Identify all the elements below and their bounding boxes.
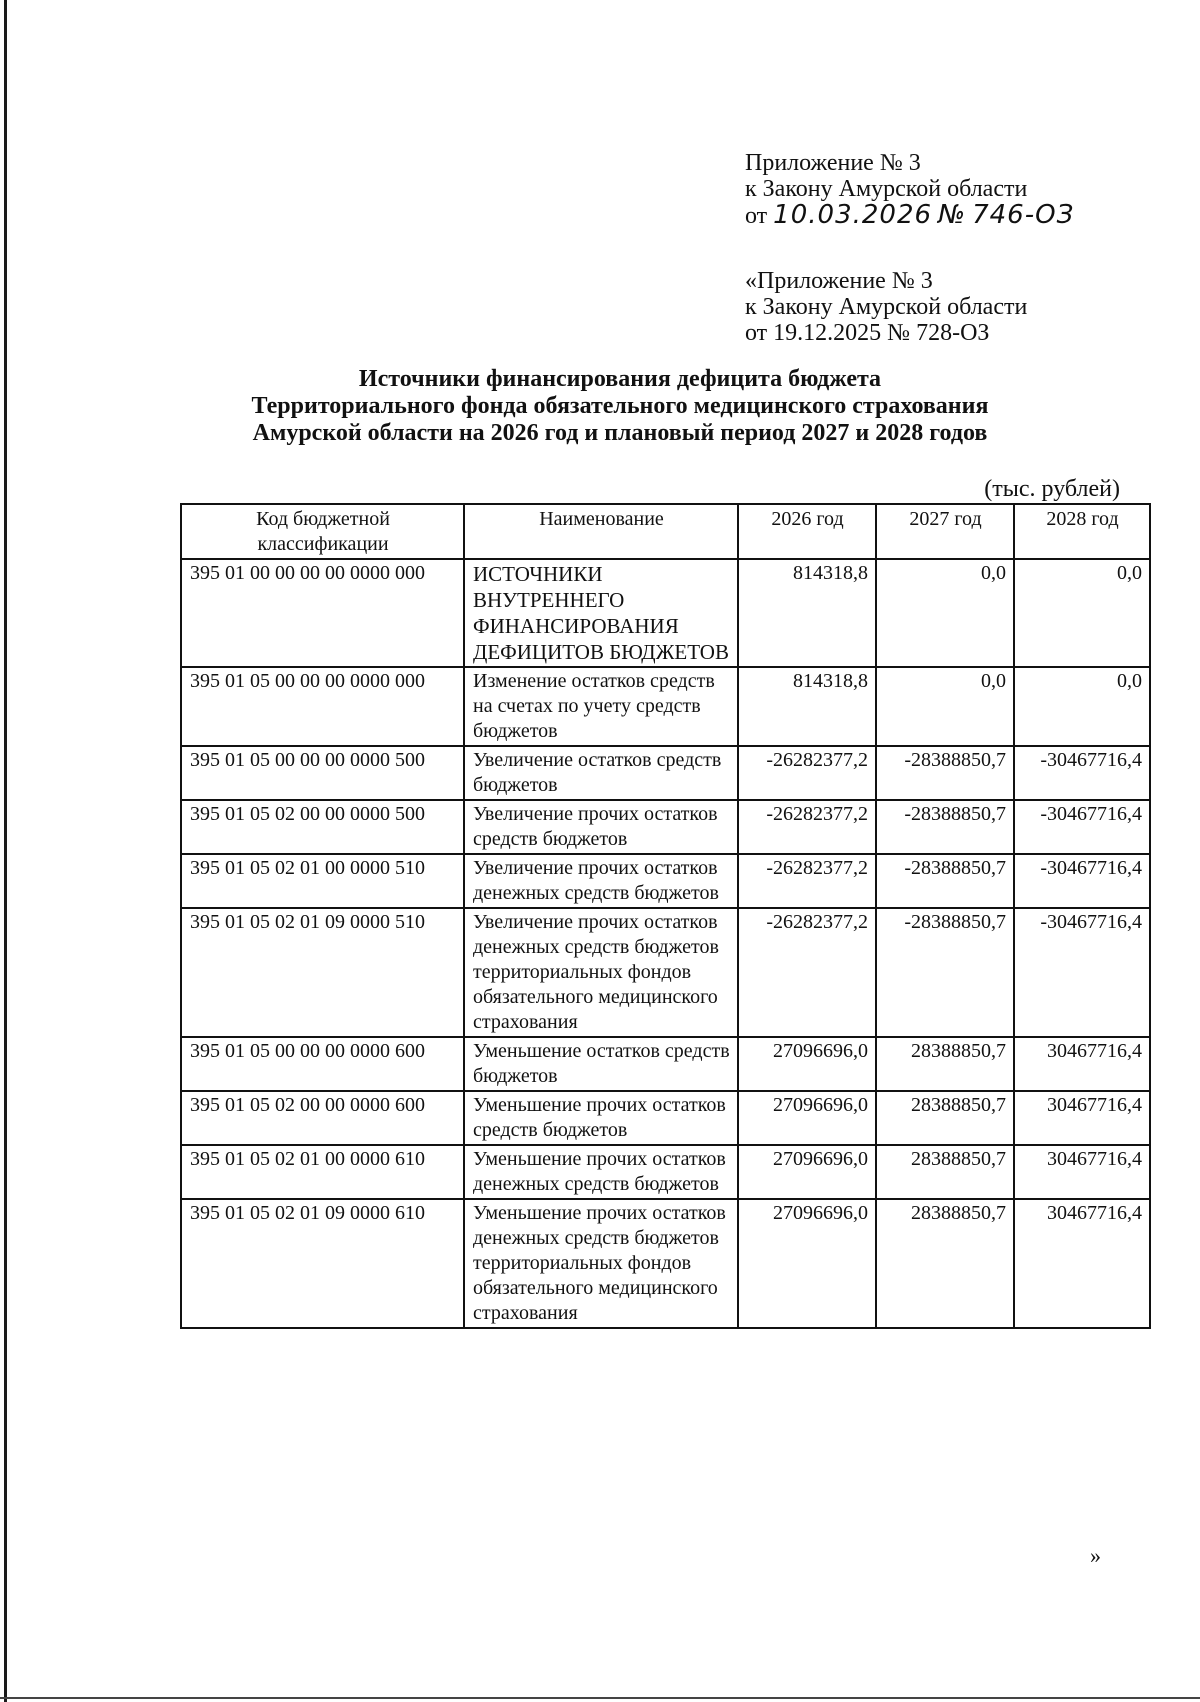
appendix-header-original [745, 268, 1027, 346]
cell-2028: 30467716,4 [1014, 1037, 1150, 1091]
cell-2028: 0,0 [1014, 667, 1150, 746]
table-header-row [181, 504, 1150, 559]
cell-2027: 28388850,7 [876, 1145, 1014, 1199]
header-2028: 2028 год [1014, 504, 1150, 559]
cell-2026: 27096696,0 [738, 1091, 876, 1145]
table-row [181, 667, 1150, 746]
table-row [181, 1199, 1150, 1328]
cell-name: Уменьшение прочих остатков денежных средств бюджетов [464, 1145, 738, 1199]
units-label: (тыс. рублей) [984, 476, 1120, 502]
cell-2027: 0,0 [876, 559, 1014, 667]
appendix-old-line2: к Закону Амурской области [745, 294, 1028, 320]
table-row [181, 854, 1150, 908]
cell-2028: 30467716,4 [1014, 1091, 1150, 1145]
cell-code: 395 01 05 02 01 09 0000 610 [181, 1199, 464, 1328]
appendix-new-date-line [745, 202, 1074, 229]
cell-name: Уменьшение остатков средств бюджетов [464, 1037, 738, 1091]
cell-2026: 814318,8 [738, 559, 876, 667]
table-row [181, 746, 1150, 800]
cell-name: Увеличение остатков средств бюджетов [464, 746, 738, 800]
title-line3: Амурской области на 2026 год и плановый период 2027 и 2028 годов [252, 420, 988, 446]
cell-name: ИСТОЧНИКИ ВНУТРЕННЕГО ФИНАНСИРОВАНИЯ ДЕФИЦИТОВ БЮДЖЕТОВ [464, 559, 738, 667]
cell-code: 395 01 05 02 00 00 0000 600 [181, 1091, 464, 1145]
cell-name: Уменьшение прочих остатков денежных средств бюджетов территориальных фондов обязательного медицинского страхования [464, 1199, 738, 1328]
cell-2028: 0,0 [1014, 559, 1150, 667]
table-row [181, 908, 1150, 1037]
header-code: Код бюджетной классификации [181, 504, 464, 559]
cell-code: 395 01 05 00 00 00 0000 600 [181, 1037, 464, 1091]
cell-2026: -26282377,2 [738, 746, 876, 800]
cell-name: Увеличение прочих остатков денежных средств бюджетов [464, 854, 738, 908]
handwritten-date: 10.03.2026 [773, 200, 933, 230]
cell-2028: 30467716,4 [1014, 1199, 1150, 1328]
cell-name: Изменение остатков средств на счетах по учету средств бюджетов [464, 667, 738, 746]
cell-2028: -30467716,4 [1014, 854, 1150, 908]
cell-name: Увеличение прочих остатков средств бюджетов [464, 800, 738, 854]
cell-2027: 28388850,7 [876, 1037, 1014, 1091]
cell-code: 395 01 00 00 00 00 0000 000 [181, 559, 464, 667]
cell-name: Увеличение прочих остатков денежных средств бюджетов территориальных фондов обязательного медицинского страхования [464, 908, 738, 1037]
appendix-old-line1: «Приложение № 3 [745, 268, 933, 294]
header-2026: 2026 год [738, 504, 876, 559]
appendix-header-new [745, 150, 1074, 229]
cell-2028: -30467716,4 [1014, 800, 1150, 854]
deficit-sources-table [180, 503, 1151, 1329]
scan-left-edge [4, 0, 7, 1702]
appendix-new-line1: Приложение № 3 [745, 150, 921, 176]
handwritten-number: 746-ОЗ [972, 200, 1075, 230]
closing-quote: » [1090, 1543, 1101, 1568]
cell-code: 395 01 05 02 01 00 0000 610 [181, 1145, 464, 1199]
table-row [181, 1091, 1150, 1145]
cell-2026: -26282377,2 [738, 854, 876, 908]
appendix-old-line3: от 19.12.2025 № 728-ОЗ [745, 320, 990, 346]
cell-code: 395 01 05 02 00 00 0000 500 [181, 800, 464, 854]
handwritten-number-sign: № [938, 200, 967, 230]
table-row [181, 1037, 1150, 1091]
header-2027: 2027 год [876, 504, 1014, 559]
cell-2027: -28388850,7 [876, 854, 1014, 908]
table-row [181, 559, 1150, 667]
table-row [181, 1145, 1150, 1199]
cell-2028: -30467716,4 [1014, 908, 1150, 1037]
header-name: Наименование [464, 504, 738, 559]
cell-2026: 27096696,0 [738, 1199, 876, 1328]
cell-2026: -26282377,2 [738, 908, 876, 1037]
cell-name: Уменьшение прочих остатков средств бюджетов [464, 1091, 738, 1145]
cell-2028: 30467716,4 [1014, 1145, 1150, 1199]
cell-2027: -28388850,7 [876, 800, 1014, 854]
cell-2026: 27096696,0 [738, 1145, 876, 1199]
cell-2026: 814318,8 [738, 667, 876, 746]
cell-2028: -30467716,4 [1014, 746, 1150, 800]
cell-2026: -26282377,2 [738, 800, 876, 854]
cell-2026: 27096696,0 [738, 1037, 876, 1091]
cell-2027: 0,0 [876, 667, 1014, 746]
cell-code: 395 01 05 02 01 00 0000 510 [181, 854, 464, 908]
document-title [160, 366, 1080, 447]
cell-code: 395 01 05 02 01 09 0000 510 [181, 908, 464, 1037]
scan-bottom-edge [0, 1697, 1200, 1699]
cell-2027: -28388850,7 [876, 908, 1014, 1037]
table-row [181, 800, 1150, 854]
date-prefix: от [745, 203, 768, 229]
cell-code: 395 01 05 00 00 00 0000 000 [181, 667, 464, 746]
title-line2: Территориального фонда обязательного медицинского страхования [251, 393, 989, 419]
cell-2027: 28388850,7 [876, 1199, 1014, 1328]
cell-code: 395 01 05 00 00 00 0000 500 [181, 746, 464, 800]
appendix-new-line2: к Закону Амурской области [745, 176, 1028, 202]
title-line1: Источники финансирования дефицита бюджета [358, 366, 882, 392]
cell-2027: 28388850,7 [876, 1091, 1014, 1145]
cell-2027: -28388850,7 [876, 746, 1014, 800]
